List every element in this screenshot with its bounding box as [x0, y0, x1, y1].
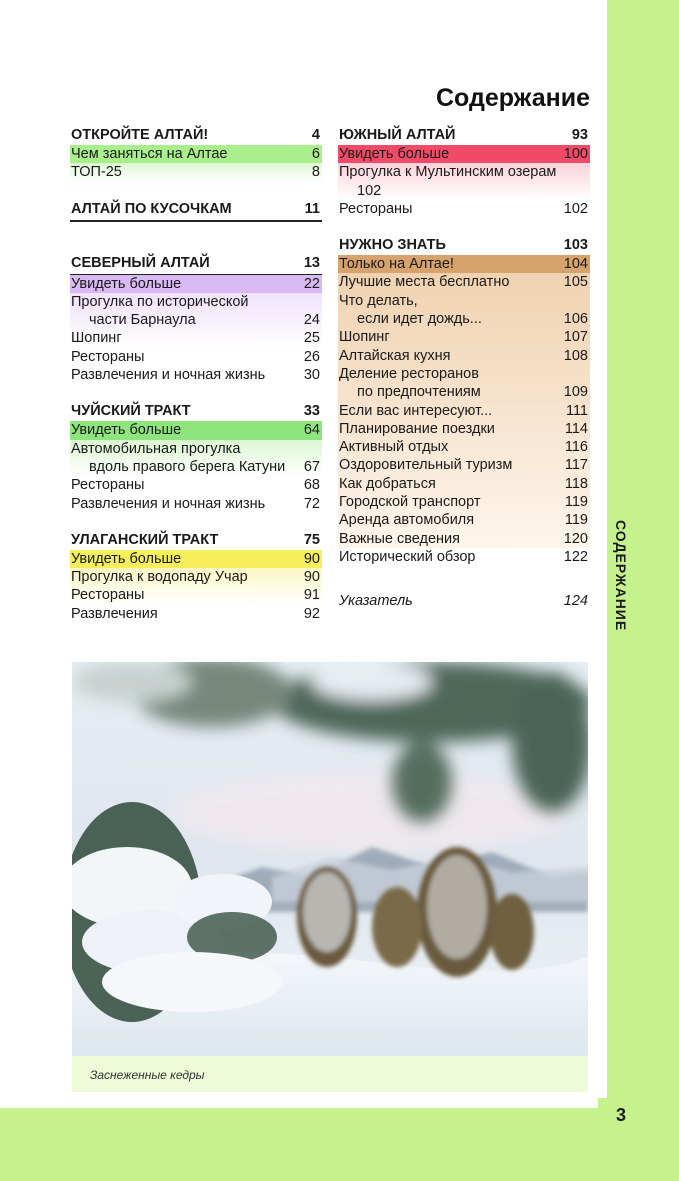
toc-section-south [338, 126, 590, 218]
toc-item[interactable]: Активный отдых 116 [339, 439, 588, 456]
toc-item[interactable]: Рестораны 91 [71, 587, 320, 604]
toc-item-continuation[interactable]: части Барнаула 24 [89, 312, 320, 329]
toc-item[interactable]: Только на Алтае! 104 [339, 256, 588, 273]
toc-item[interactable]: Если вас интересуют... 111 [339, 402, 588, 419]
toc-item[interactable]: Деление ресторанов [339, 365, 479, 382]
toc-item-group [70, 440, 322, 477]
toc-section-heading[interactable]: ЮЖНЫЙ АЛТАЙ 93 [339, 127, 588, 143]
toc-item[interactable]: Городской транспорт 119 [339, 494, 588, 511]
toc-item-group [338, 273, 590, 566]
toc-section-discover [70, 126, 322, 182]
page-title: Содержание [435, 84, 590, 112]
toc-item[interactable]: Шопинг 107 [339, 329, 588, 346]
toc-item[interactable]: Увидеть больше 100 [339, 146, 588, 162]
toc-section-north [70, 254, 322, 385]
bottom-band [0, 1108, 598, 1181]
toc-section-heading[interactable]: СЕВЕРНЫЙ АЛТАЙ 13 [70, 254, 322, 275]
photo-snowy-cedars [72, 662, 588, 1056]
toc-item[interactable]: Прогулка к Мультинским озерам [339, 164, 557, 181]
toc-item[interactable]: Прогулка по исторической [71, 293, 249, 310]
toc-item[interactable]: Рестораны 102 [339, 200, 588, 217]
toc-item[interactable]: Развлечения 92 [71, 605, 320, 622]
toc-item[interactable]: Аренда автомобиля 119 [339, 512, 588, 529]
side-section-label: СОДЕРЖАНИЕ [613, 520, 629, 632]
photo-caption: Заснеженные кедры [90, 1068, 205, 1082]
toc-item[interactable]: Рестораны 26 [71, 348, 320, 365]
toc-section-heading[interactable]: АЛТАЙ ПО КУСОЧКАМ 11 [70, 200, 322, 222]
toc-section-pieces [70, 200, 322, 222]
toc-item-continuation[interactable]: 102 [357, 182, 382, 199]
toc-index-entry[interactable]: Указатель 124 [339, 593, 588, 610]
toc-item[interactable]: Исторический обзор 122 [339, 548, 588, 565]
toc-item[interactable]: Планирование поездки 114 [339, 420, 588, 437]
toc-item[interactable]: Оздоровительный туризм 117 [339, 457, 588, 474]
toc-item[interactable]: Как добраться 118 [339, 475, 588, 492]
toc-left-column [70, 126, 322, 635]
toc-item[interactable]: Увидеть больше 64 [71, 422, 320, 439]
toc-item[interactable]: Чем заняться на Алтае 6 [71, 146, 320, 162]
toc-section-heading[interactable]: ОТКРОЙТЕ АЛТАЙ! 4 [71, 127, 320, 143]
toc-item[interactable]: Что делать, [339, 292, 418, 309]
toc-section-heading[interactable]: УЛАГАНСКИЙ ТРАКТ 75 [71, 531, 320, 548]
toc-section-ulagan [70, 531, 322, 623]
toc-item[interactable]: Развлечения и ночная жизнь 72 [71, 495, 320, 512]
toc-item[interactable]: Увидеть больше 22 [71, 275, 320, 292]
toc-item[interactable]: ТОП-25 8 [71, 164, 320, 181]
toc-section-heading[interactable]: НУЖНО ЗНАТЬ 103 [339, 237, 588, 254]
page-number: 3 [615, 1105, 626, 1125]
toc-item-continuation[interactable]: вдоль правого берега Катуни 67 [89, 458, 320, 475]
toc-item[interactable]: Лучшие места бесплатно 105 [339, 274, 588, 291]
photo-illustration [72, 662, 588, 1056]
toc-item-continuation[interactable]: по предпочтениям 109 [357, 384, 588, 401]
toc-right-column [338, 126, 590, 611]
toc-item[interactable]: Рестораны 68 [71, 477, 320, 494]
toc-item[interactable]: Развлечения и ночная жизнь 30 [71, 367, 320, 384]
toc-item[interactable]: Алтайская кухня 108 [339, 347, 588, 364]
toc-section-need-to-know [338, 236, 590, 566]
toc-item[interactable]: Прогулка к водопаду Учар 90 [71, 569, 320, 586]
toc-item[interactable]: Шопинг 25 [71, 330, 320, 347]
toc-item[interactable]: Важные сведения 120 [339, 530, 588, 547]
toc-item-group [338, 163, 590, 200]
toc-item[interactable]: Увидеть больше 90 [71, 550, 320, 567]
toc-item-group [70, 568, 322, 605]
toc-section-chuya [70, 402, 322, 512]
toc-item-group [70, 293, 322, 348]
toc-section-heading[interactable]: ЧУЙСКИЙ ТРАКТ 33 [71, 403, 320, 420]
toc-item[interactable]: Автомобильная прогулка [71, 440, 241, 457]
toc-item-continuation[interactable]: если идет дождь... 106 [357, 311, 588, 328]
